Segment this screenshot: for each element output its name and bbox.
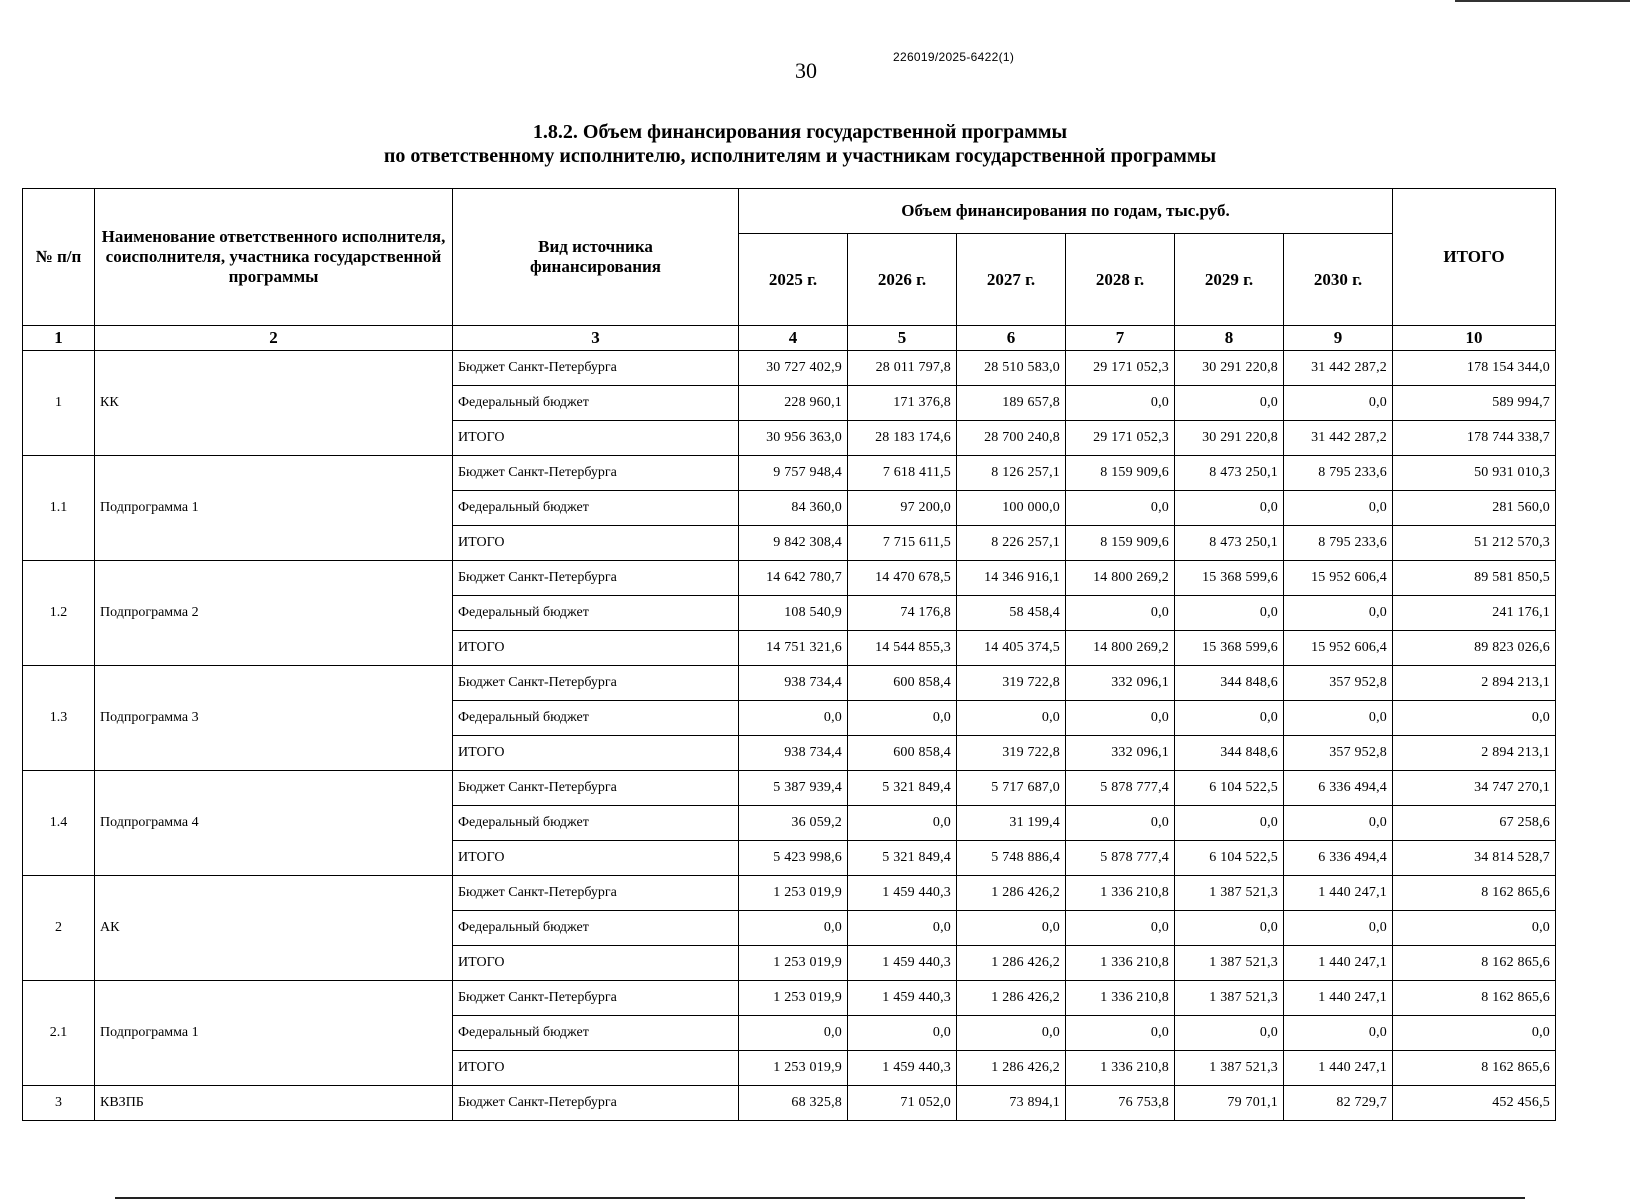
funding-source: Бюджет Санкт-Петербурга (453, 876, 739, 911)
column-number-row (23, 326, 1556, 351)
table-row (23, 666, 1556, 701)
funding-source: ИТОГО (453, 946, 739, 981)
funding-source: ИТОГО (453, 841, 739, 876)
col-head-year: 2028 г. (1066, 234, 1175, 326)
year-amount-cell: 100 000,0 (957, 491, 1066, 526)
year-amount-cell: 108 540,9 (739, 596, 848, 631)
year-amount-cell: 82 729,7 (1284, 1086, 1393, 1121)
year-amount-cell: 938 734,4 (739, 666, 848, 701)
year-amount-cell: 36 059,2 (739, 806, 848, 841)
year-amount-cell: 1 387 521,3 (1175, 876, 1284, 911)
year-amount-cell: 30 956 363,0 (739, 421, 848, 456)
year-amount-cell: 28 011 797,8 (848, 351, 957, 386)
year-amount-cell: 0,0 (848, 911, 957, 946)
year-amount-cell: 14 346 916,1 (957, 561, 1066, 596)
year-amount-cell: 14 800 269,2 (1066, 561, 1175, 596)
col-head-year: 2027 г. (957, 234, 1066, 326)
year-amount-cell: 30 291 220,8 (1175, 421, 1284, 456)
table-body (23, 351, 1556, 1121)
year-amount-cell: 8 795 233,6 (1284, 526, 1393, 561)
year-amount-cell: 14 470 678,5 (848, 561, 957, 596)
total-amount-cell: 178 154 344,0 (1393, 351, 1556, 386)
year-amount-cell: 0,0 (1066, 701, 1175, 736)
col-head-year: 2030 г. (1284, 234, 1393, 326)
year-amount-cell: 14 800 269,2 (1066, 631, 1175, 666)
year-amount-cell: 1 286 426,2 (957, 1051, 1066, 1086)
funding-source: ИТОГО (453, 526, 739, 561)
year-amount-cell: 97 200,0 (848, 491, 957, 526)
executor-name: КК (95, 351, 453, 456)
table-title-line-1: 1.8.2. Объем финансирования государственной программы (532, 121, 1068, 143)
year-amount-cell: 1 336 210,8 (1066, 946, 1175, 981)
col-head-total: ИТОГО (1393, 189, 1556, 326)
year-amount-cell: 0,0 (957, 1016, 1066, 1051)
year-amount-cell: 8 473 250,1 (1175, 526, 1284, 561)
year-amount-cell: 14 405 374,5 (957, 631, 1066, 666)
total-amount-cell: 178 744 338,7 (1393, 421, 1556, 456)
table-row (23, 876, 1556, 911)
year-amount-cell: 0,0 (957, 911, 1066, 946)
total-amount-cell: 2 894 213,1 (1393, 736, 1556, 771)
year-amount-cell: 28 510 583,0 (957, 351, 1066, 386)
executor-name: Подпрограмма 1 (95, 456, 453, 561)
funding-source: ИТОГО (453, 631, 739, 666)
year-amount-cell: 0,0 (1175, 386, 1284, 421)
year-amount-cell: 15 368 599,6 (1175, 631, 1284, 666)
year-amount-cell: 1 459 440,3 (848, 981, 957, 1016)
funding-source: ИТОГО (453, 1051, 739, 1086)
year-amount-cell: 8 226 257,1 (957, 526, 1066, 561)
total-amount-cell: 452 456,5 (1393, 1086, 1556, 1121)
year-amount-cell: 1 440 247,1 (1284, 876, 1393, 911)
table-title-line-2: по ответственному исполнителю, исполнителям и участникам государственной программы (383, 145, 1217, 167)
year-amount-cell: 74 176,8 (848, 596, 957, 631)
funding-source: ИТОГО (453, 421, 739, 456)
executor-name: Подпрограмма 2 (95, 561, 453, 666)
year-amount-cell: 171 376,8 (848, 386, 957, 421)
col-head-years-group: Объем финансирования по годам, тыс.руб. (739, 189, 1393, 234)
row-number: 3 (23, 1086, 95, 1121)
year-amount-cell: 1 459 440,3 (848, 1051, 957, 1086)
year-amount-cell: 0,0 (1066, 911, 1175, 946)
total-amount-cell: 589 994,7 (1393, 386, 1556, 421)
year-amount-cell: 344 848,6 (1175, 666, 1284, 701)
year-amount-cell: 1 286 426,2 (957, 876, 1066, 911)
total-amount-cell: 34 747 270,1 (1393, 771, 1556, 806)
year-amount-cell: 1 440 247,1 (1284, 1051, 1393, 1086)
funding-source: Бюджет Санкт-Петербурга (453, 561, 739, 596)
total-amount-cell: 8 162 865,6 (1393, 946, 1556, 981)
year-amount-cell: 0,0 (1175, 911, 1284, 946)
year-amount-cell: 1 253 019,9 (739, 981, 848, 1016)
total-amount-cell: 0,0 (1393, 1016, 1556, 1051)
col-head-source: Вид источника финансирования (453, 189, 739, 326)
funding-source: Федеральный бюджет (453, 911, 739, 946)
year-amount-cell: 0,0 (1175, 806, 1284, 841)
col-number: 8 (1175, 326, 1284, 351)
year-amount-cell: 0,0 (1066, 596, 1175, 631)
year-amount-cell: 0,0 (1284, 806, 1393, 841)
year-amount-cell: 15 952 606,4 (1284, 561, 1393, 596)
year-amount-cell: 0,0 (1284, 911, 1393, 946)
year-amount-cell: 1 440 247,1 (1284, 981, 1393, 1016)
year-amount-cell: 71 052,0 (848, 1086, 957, 1121)
col-number: 1 (23, 326, 95, 351)
year-amount-cell: 58 458,4 (957, 596, 1066, 631)
total-amount-cell: 8 162 865,6 (1393, 876, 1556, 911)
col-number: 2 (95, 326, 453, 351)
year-amount-cell: 0,0 (1175, 596, 1284, 631)
year-amount-cell: 0,0 (1284, 596, 1393, 631)
row-number: 2 (23, 876, 95, 981)
col-head-name: Наименование ответственного исполнителя, соисполнителя, участника государственной программы (95, 189, 453, 326)
year-amount-cell: 1 253 019,9 (739, 876, 848, 911)
year-amount-cell: 1 459 440,3 (848, 946, 957, 981)
funding-source: Федеральный бюджет (453, 1016, 739, 1051)
year-amount-cell: 357 952,8 (1284, 666, 1393, 701)
executor-name: АК (95, 876, 453, 981)
year-amount-cell: 0,0 (1066, 386, 1175, 421)
year-amount-cell: 15 952 606,4 (1284, 631, 1393, 666)
year-amount-cell: 31 199,4 (957, 806, 1066, 841)
year-amount-cell: 31 442 287,2 (1284, 351, 1393, 386)
funding-source: Бюджет Санкт-Петербурга (453, 666, 739, 701)
total-amount-cell: 281 560,0 (1393, 491, 1556, 526)
year-amount-cell: 8 795 233,6 (1284, 456, 1393, 491)
year-amount-cell: 0,0 (848, 806, 957, 841)
year-amount-cell: 1 387 521,3 (1175, 1051, 1284, 1086)
funding-source: Бюджет Санкт-Петербурга (453, 456, 739, 491)
table-row (23, 1086, 1556, 1121)
year-amount-cell: 8 126 257,1 (957, 456, 1066, 491)
year-amount-cell: 0,0 (1066, 806, 1175, 841)
year-amount-cell: 5 878 777,4 (1066, 841, 1175, 876)
year-amount-cell: 29 171 052,3 (1066, 421, 1175, 456)
year-amount-cell: 1 286 426,2 (957, 946, 1066, 981)
year-amount-cell: 357 952,8 (1284, 736, 1393, 771)
year-amount-cell: 84 360,0 (739, 491, 848, 526)
year-amount-cell: 0,0 (1175, 491, 1284, 526)
col-number: 6 (957, 326, 1066, 351)
year-amount-cell: 5 321 849,4 (848, 771, 957, 806)
year-amount-cell: 14 642 780,7 (739, 561, 848, 596)
year-amount-cell: 14 751 321,6 (739, 631, 848, 666)
col-head-year: 2026 г. (848, 234, 957, 326)
year-amount-cell: 5 321 849,4 (848, 841, 957, 876)
scan-edge-line (1455, 0, 1630, 2)
year-amount-cell: 0,0 (1284, 491, 1393, 526)
col-head-year: 2025 г. (739, 234, 848, 326)
year-amount-cell: 6 336 494,4 (1284, 841, 1393, 876)
year-amount-cell: 0,0 (739, 701, 848, 736)
year-amount-cell: 1 286 426,2 (957, 981, 1066, 1016)
financing-table (22, 188, 1556, 1121)
executor-name: Подпрограмма 3 (95, 666, 453, 771)
year-amount-cell: 0,0 (1284, 701, 1393, 736)
year-amount-cell: 938 734,4 (739, 736, 848, 771)
year-amount-cell: 6 104 522,5 (1175, 771, 1284, 806)
row-number: 1.4 (23, 771, 95, 876)
year-amount-cell: 228 960,1 (739, 386, 848, 421)
row-number: 1.3 (23, 666, 95, 771)
year-amount-cell: 0,0 (1175, 1016, 1284, 1051)
year-amount-cell: 332 096,1 (1066, 666, 1175, 701)
year-amount-cell: 8 159 909,6 (1066, 526, 1175, 561)
year-amount-cell: 0,0 (1175, 701, 1284, 736)
year-amount-cell: 1 336 210,8 (1066, 876, 1175, 911)
year-amount-cell: 28 183 174,6 (848, 421, 957, 456)
year-amount-cell: 332 096,1 (1066, 736, 1175, 771)
year-amount-cell: 14 544 855,3 (848, 631, 957, 666)
total-amount-cell: 0,0 (1393, 701, 1556, 736)
year-amount-cell: 79 701,1 (1175, 1086, 1284, 1121)
year-amount-cell: 600 858,4 (848, 736, 957, 771)
total-amount-cell: 50 931 010,3 (1393, 456, 1556, 491)
year-amount-cell: 6 104 522,5 (1175, 841, 1284, 876)
year-amount-cell: 319 722,8 (957, 736, 1066, 771)
year-amount-cell: 8 473 250,1 (1175, 456, 1284, 491)
year-amount-cell: 0,0 (1284, 386, 1393, 421)
year-amount-cell: 68 325,8 (739, 1086, 848, 1121)
col-number: 4 (739, 326, 848, 351)
funding-source: Федеральный бюджет (453, 596, 739, 631)
year-amount-cell: 1 459 440,3 (848, 876, 957, 911)
col-number: 9 (1284, 326, 1393, 351)
row-number: 1.1 (23, 456, 95, 561)
year-amount-cell: 9 842 308,4 (739, 526, 848, 561)
year-amount-cell: 344 848,6 (1175, 736, 1284, 771)
year-amount-cell: 600 858,4 (848, 666, 957, 701)
table-row (23, 561, 1556, 596)
year-amount-cell: 0,0 (1284, 1016, 1393, 1051)
year-amount-cell: 30 727 402,9 (739, 351, 848, 386)
year-amount-cell: 30 291 220,8 (1175, 351, 1284, 386)
executor-name: Подпрограмма 1 (95, 981, 453, 1086)
executor-name: Подпрограмма 4 (95, 771, 453, 876)
page-number: 30 (795, 58, 817, 83)
year-amount-cell: 1 440 247,1 (1284, 946, 1393, 981)
year-amount-cell: 5 748 886,4 (957, 841, 1066, 876)
total-amount-cell: 51 212 570,3 (1393, 526, 1556, 561)
year-amount-cell: 0,0 (848, 1016, 957, 1051)
row-number: 1.2 (23, 561, 95, 666)
funding-source: Федеральный бюджет (453, 386, 739, 421)
funding-source: Федеральный бюджет (453, 701, 739, 736)
year-amount-cell: 5 717 687,0 (957, 771, 1066, 806)
funding-source: Бюджет Санкт-Петербурга (453, 351, 739, 386)
total-amount-cell: 34 814 528,7 (1393, 841, 1556, 876)
year-amount-cell: 1 387 521,3 (1175, 981, 1284, 1016)
year-amount-cell: 7 618 411,5 (848, 456, 957, 491)
row-number: 1 (23, 351, 95, 456)
document-id: 226019/2025-6422(1) (893, 50, 1015, 64)
header-row-1 (23, 189, 1556, 234)
col-number: 7 (1066, 326, 1175, 351)
year-amount-cell: 1 336 210,8 (1066, 981, 1175, 1016)
year-amount-cell: 0,0 (848, 701, 957, 736)
col-number: 5 (848, 326, 957, 351)
year-amount-cell: 5 387 939,4 (739, 771, 848, 806)
year-amount-cell: 15 368 599,6 (1175, 561, 1284, 596)
year-amount-cell: 0,0 (739, 1016, 848, 1051)
funding-source: Бюджет Санкт-Петербурга (453, 771, 739, 806)
funding-source: Федеральный бюджет (453, 491, 739, 526)
table-row (23, 456, 1556, 491)
year-amount-cell: 189 657,8 (957, 386, 1066, 421)
funding-source: Бюджет Санкт-Петербурга (453, 1086, 739, 1121)
year-amount-cell: 1 387 521,3 (1175, 946, 1284, 981)
year-amount-cell: 76 753,8 (1066, 1086, 1175, 1121)
year-amount-cell: 1 253 019,9 (739, 1051, 848, 1086)
year-amount-cell: 5 423 998,6 (739, 841, 848, 876)
year-amount-cell: 0,0 (1066, 1016, 1175, 1051)
year-amount-cell: 8 159 909,6 (1066, 456, 1175, 491)
total-amount-cell: 0,0 (1393, 911, 1556, 946)
year-amount-cell: 1 336 210,8 (1066, 1051, 1175, 1086)
total-amount-cell: 8 162 865,6 (1393, 981, 1556, 1016)
col-head-no: № п/п (23, 189, 95, 326)
year-amount-cell: 1 253 019,9 (739, 946, 848, 981)
year-amount-cell: 9 757 948,4 (739, 456, 848, 491)
year-amount-cell: 0,0 (1066, 491, 1175, 526)
total-amount-cell: 67 258,6 (1393, 806, 1556, 841)
col-number: 10 (1393, 326, 1556, 351)
table-row (23, 771, 1556, 806)
row-number: 2.1 (23, 981, 95, 1086)
year-amount-cell: 0,0 (739, 911, 848, 946)
total-amount-cell: 8 162 865,6 (1393, 1051, 1556, 1086)
table-row (23, 981, 1556, 1016)
year-amount-cell: 31 442 287,2 (1284, 421, 1393, 456)
col-number: 3 (453, 326, 739, 351)
funding-source: Федеральный бюджет (453, 806, 739, 841)
total-amount-cell: 89 581 850,5 (1393, 561, 1556, 596)
year-amount-cell: 7 715 611,5 (848, 526, 957, 561)
total-amount-cell: 241 176,1 (1393, 596, 1556, 631)
funding-source: Бюджет Санкт-Петербурга (453, 981, 739, 1016)
total-amount-cell: 89 823 026,6 (1393, 631, 1556, 666)
year-amount-cell: 28 700 240,8 (957, 421, 1066, 456)
table-row (23, 351, 1556, 386)
year-amount-cell: 319 722,8 (957, 666, 1066, 701)
year-amount-cell: 0,0 (957, 701, 1066, 736)
year-amount-cell: 29 171 052,3 (1066, 351, 1175, 386)
bottom-rule (115, 1197, 1525, 1199)
total-amount-cell: 2 894 213,1 (1393, 666, 1556, 701)
year-amount-cell: 73 894,1 (957, 1086, 1066, 1121)
year-amount-cell: 6 336 494,4 (1284, 771, 1393, 806)
col-head-year: 2029 г. (1175, 234, 1284, 326)
year-amount-cell: 5 878 777,4 (1066, 771, 1175, 806)
funding-source: ИТОГО (453, 736, 739, 771)
executor-name: КВЗПБ (95, 1086, 453, 1121)
